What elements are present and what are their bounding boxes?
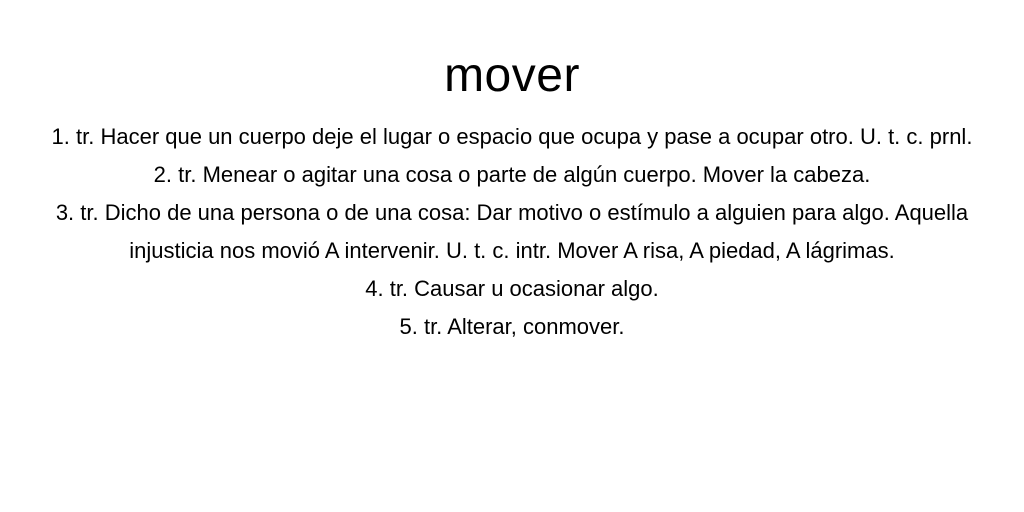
entry-word: mover — [444, 49, 580, 102]
definition-2: 2. tr. Menear o agitar una cosa o parte de algún cuerpo. Mover la cabeza. — [153, 162, 871, 187]
definition-4: 4. tr. Causar u ocasionar algo. — [365, 276, 659, 301]
definition-list — [47, 118, 977, 346]
definition-3: 3. tr. Dicho de una persona o de una cosa: Dar motivo o estímulo a alguien para algo. Aquella injusticia nos movió A intervenir. U. t. c. intr. Mover A risa, A piedad, A lágrimas. — [55, 200, 969, 263]
definition-5: 5. tr. Alterar, conmover. — [399, 314, 625, 339]
definition-1: 1. tr. Hacer que un cuerpo deje el lugar o espacio que ocupa y pase a ocupar otro. U. t. c. prnl. — [51, 124, 973, 149]
